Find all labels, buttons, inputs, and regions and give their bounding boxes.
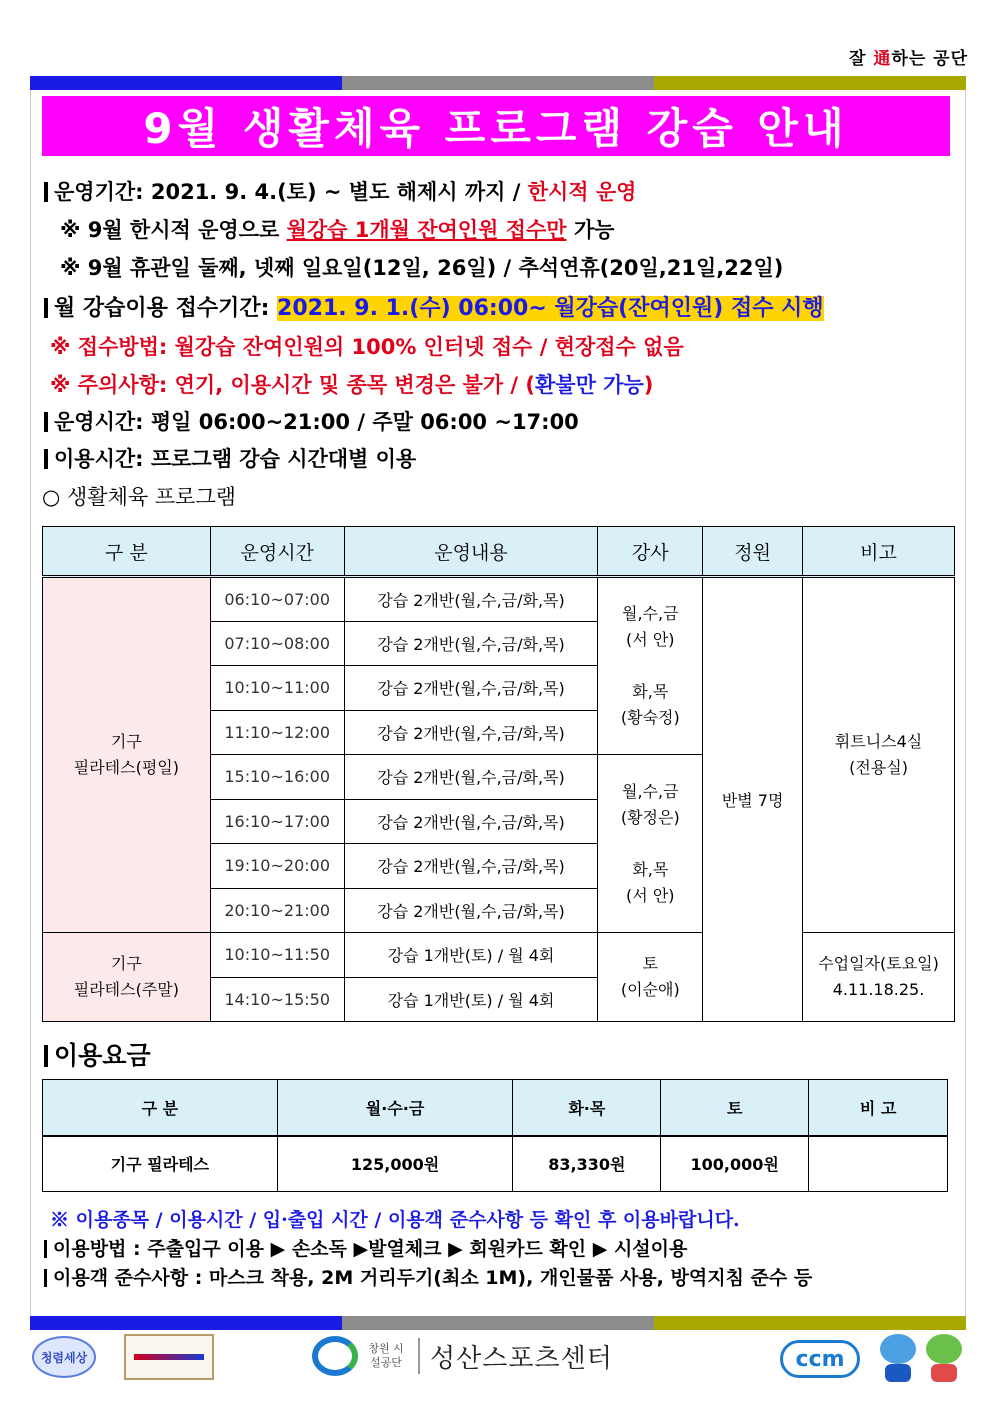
title-banner xyxy=(42,96,950,156)
col-capacity: 정원 xyxy=(703,527,803,577)
frame-left xyxy=(30,90,31,1316)
hours-line: 운영시간: 평일 06:00~21:00 / 주말 06:00 ~17:00 xyxy=(44,406,579,436)
integrity-logo: 청렴세상 xyxy=(32,1336,96,1378)
fee-table xyxy=(42,1079,948,1192)
weekday-category: 기구 필라테스(평일) xyxy=(43,577,211,933)
fee-col-remark: 비 고 xyxy=(809,1080,948,1136)
award-badge-logo xyxy=(124,1334,214,1380)
col-category: 구 분 xyxy=(43,527,211,577)
col-content: 운영내용 xyxy=(344,527,598,577)
fee-col-tt: 화·목 xyxy=(513,1080,661,1136)
slogan: 잘 通하는 공단 xyxy=(849,49,968,69)
instructor-morning: 월,수,금 (서 안) 화,목 (황숙정) xyxy=(598,577,703,755)
content-cell: 강습 1개반(토) / 월 4회 xyxy=(344,977,598,1022)
time-cell: 16:10~17:00 xyxy=(210,799,344,844)
fee-col-mwf: 월·수·금 xyxy=(277,1080,513,1136)
time-cell: 06:10~07:00 xyxy=(210,577,344,622)
time-cell: 19:10~20:00 xyxy=(210,844,344,889)
note1-line: ※ 9월 한시적 운영으로 월강습 1개월 잔여인원 접수만 가능 xyxy=(60,218,615,242)
changwon-facility-logo: 창원 시설공단 성산스포츠센터 xyxy=(312,1336,613,1376)
time-cell: 11:10~12:00 xyxy=(210,710,344,755)
method-line: ※ 접수방법: 월강습 잔여인원의 100% 인터넷 접수 / 현장접수 없음 xyxy=(50,335,684,359)
table-row xyxy=(43,577,955,622)
remark-weekend: 수업일자(토요일) 4.11.18.25. xyxy=(803,933,955,1022)
page-title: 9월 생활체육 프로그램 강습 안내 xyxy=(143,104,849,153)
ccm-logo: ccm xyxy=(780,1340,860,1378)
capacity-cell: 반별 7명 xyxy=(703,577,803,1022)
fee-row xyxy=(43,1136,948,1192)
fee-header-row xyxy=(43,1080,948,1136)
frame-right xyxy=(965,90,966,1316)
weekend-category: 기구 필라테스(주말) xyxy=(43,933,211,1022)
time-cell: 10:10~11:00 xyxy=(210,666,344,711)
fee-sat: 100,000원 xyxy=(661,1136,809,1192)
usage-line: 이용시간: 프로그램 강습 시간대별 이용 xyxy=(44,443,416,473)
content-cell: 강습 2개반(월,수,금/화,목) xyxy=(344,888,598,933)
top-color-bar xyxy=(30,76,966,90)
instructor-afternoon: 월,수,금 (황정은) 화,목 (서 안) xyxy=(598,755,703,933)
fee-category: 기구 필라테스 xyxy=(43,1136,278,1192)
time-cell: 15:10~16:00 xyxy=(210,755,344,800)
fee-col-sat: 토 xyxy=(661,1080,809,1136)
col-time: 운영시간 xyxy=(210,527,344,577)
fee-mwf: 125,000원 xyxy=(277,1136,513,1192)
usage-method: 이용방법 : 주출입구 이용 ▶ 손소독 ▶발열체크 ▶ 회원카드 확인 ▶ 시설이용 xyxy=(44,1234,687,1261)
center-name: 성산스포츠센터 xyxy=(430,1343,613,1374)
content-cell: 강습 2개반(월,수,금/화,목) xyxy=(344,666,598,711)
col-remark: 비고 xyxy=(803,527,955,577)
time-cell: 14:10~15:50 xyxy=(210,977,344,1022)
fee-remark xyxy=(809,1136,948,1192)
time-cell: 07:10~08:00 xyxy=(210,621,344,666)
caution-line: ※ 주의사항: 연기, 이용시간 및 종목 변경은 불가 / (환불만 가능) xyxy=(50,373,654,397)
time-cell: 10:10~11:50 xyxy=(210,933,344,978)
mascot-blue-icon xyxy=(876,1334,920,1382)
content-cell: 강습 2개반(월,수,금/화,목) xyxy=(344,621,598,666)
usage-notice: ※ 이용종목 / 이용시간 / 입·출입 시간 / 이용객 준수사항 등 확인 후 이용바랍니다. xyxy=(50,1209,740,1231)
fee-tt: 83,330원 xyxy=(513,1136,661,1192)
content-cell: 강습 2개반(월,수,금/화,목) xyxy=(344,799,598,844)
content-cell: 강습 2개반(월,수,금/화,목) xyxy=(344,710,598,755)
program-heading: ○ 생활체육 프로그램 xyxy=(42,485,236,509)
fee-col-category: 구 분 xyxy=(43,1080,278,1136)
fee-title: 이용요금 xyxy=(44,1036,151,1072)
time-cell: 20:10~21:00 xyxy=(210,888,344,933)
visitor-rules: 이용객 준수사항 : 마스크 착용, 2M 거리두기(최소 1M), 개인물품 사용, 방역지침 준수 등 xyxy=(44,1263,812,1290)
changwon-mark-icon xyxy=(312,1336,358,1376)
program-header-row xyxy=(43,527,955,577)
mascot-green-icon xyxy=(922,1334,966,1382)
bottom-color-bar xyxy=(30,1316,966,1330)
reception-line: 월 강습이용 접수기간: 2021. 9. 1.(수) 06:00~ 월강습(잔여인원) 접수 시행 xyxy=(44,291,824,322)
content-cell: 강습 2개반(월,수,금/화,목) xyxy=(344,844,598,889)
program-table xyxy=(42,526,955,1022)
instructor-weekend: 토 (이순애) xyxy=(598,933,703,1022)
table-row xyxy=(43,933,955,978)
footer xyxy=(0,1334,992,1384)
note2-line: ※ 9월 휴관일 둘째, 넷째 일요일(12일, 26일) / 추석연휴(20일,21일,22일) xyxy=(60,256,784,280)
content-cell: 강습 2개반(월,수,금/화,목) xyxy=(344,577,598,622)
content-cell: 강습 1개반(토) / 월 4회 xyxy=(344,933,598,978)
period-line: 운영기간: 2021. 9. 4.(토) ~ 별도 해제시 까지 / 한시적 운영 xyxy=(44,176,636,206)
remark-weekday: 휘트니스4실 (전용실) xyxy=(803,577,955,933)
col-instructor: 강사 xyxy=(598,527,703,577)
content-cell: 강습 2개반(월,수,금/화,목) xyxy=(344,755,598,800)
